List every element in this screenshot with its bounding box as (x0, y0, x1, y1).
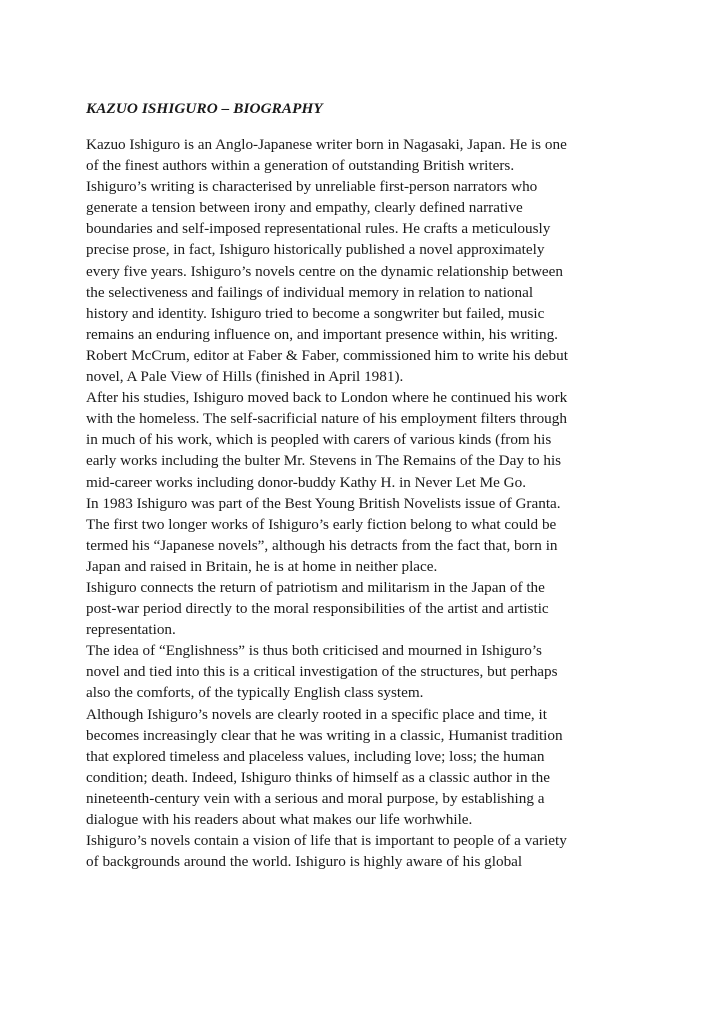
text-line: history and identity. Ishiguro tried to become a songwriter but failed, music (86, 304, 545, 322)
text-line: condition; death. Indeed, Ishiguro thinks of himself as a classic author in the (86, 768, 550, 786)
text-line: that explored timeless and placeless values, including love; loss; the human (86, 747, 545, 765)
text-line: every five years. Ishiguro’s novels centre on the dynamic relationship between (86, 262, 563, 280)
text-line: In 1983 Ishiguro was part of the Best Young British Novelists issue of Granta. (86, 494, 561, 512)
text-line: novel, A Pale View of Hills (finished in April 1981). (86, 368, 404, 386)
document-body (86, 98, 646, 872)
text-line: of the finest authors within a generation of outstanding British writers. (86, 157, 515, 175)
text-line: representation. (86, 621, 176, 639)
text-line: Although Ishiguro’s novels are clearly rooted in a specific place and time, it (86, 705, 547, 723)
text-line: The first two longer works of Ishiguro’s early fiction belong to what could be (86, 515, 557, 533)
text-line: the selectiveness and failings of individual memory in relation to national (86, 283, 534, 301)
text-line: generate a tension between irony and empathy, clearly defined narrative (86, 199, 523, 217)
text-line: Kazuo Ishiguro is an Anglo-Japanese writer born in Nagasaki, Japan. He is one (86, 136, 567, 153)
text-line: After his studies, Ishiguro moved back to London where he continued his work (86, 389, 568, 407)
text-line: becomes increasingly clear that he was writing in a classic, Humanist tradition (86, 726, 563, 744)
text-line: The idea of “Englishness” is thus both criticised and mourned in Ishiguro’s (86, 642, 542, 660)
text-line: in much of his work, which is peopled with carers of various kinds (from his (86, 431, 552, 449)
text-line: novel and tied into this is a critical investigation of the structures, but perhaps (86, 663, 558, 681)
text-line: post-war period directly to the moral responsibilities of the artist and artistic (86, 600, 549, 618)
text-line: early works including the bulter Mr. Stevens in The Remains of the Day to his (86, 452, 562, 470)
text-line: Ishiguro’s writing is characterised by unreliable first-person narrators who (86, 178, 538, 196)
text-line: nineteenth-century vein with a serious and moral purpose, by establishing a (86, 789, 545, 807)
text-line: mid-career works including donor-buddy Kathy H. in Never Let Me Go. (86, 473, 527, 491)
text-line: remains an enduring influence on, and important presence within, his writing. (86, 325, 558, 343)
text-line: also the comforts, of the typically English class system. (86, 684, 424, 702)
text-line: Ishiguro’s novels contain a vision of life that is important to people of a variety (86, 832, 567, 850)
document-title: KAZUO ISHIGURO – BIOGRAPHY (86, 100, 323, 117)
text-line: dialogue with his readers about what makes our life worhwhile. (86, 811, 473, 828)
text-line: of backgrounds around the world. Ishiguro is highly aware of his global (86, 853, 523, 871)
text-line: with the homeless. The self-sacrificial nature of his employment filters through (86, 410, 567, 428)
biography-text (86, 134, 646, 872)
text-line: boundaries and self-imposed representational rules. He crafts a meticulously (86, 220, 551, 238)
text-line: termed his “Japanese novels”, although his detracts from the fact that, born in (86, 536, 558, 554)
text-line: precise prose, in fact, Ishiguro historically published a novel approximately (86, 241, 545, 259)
text-line: Japan and raised in Britain, he is at home in neither place. (86, 557, 438, 575)
text-line: Ishiguro connects the return of patriotism and militarism in the Japan of the (86, 578, 545, 596)
text-line: Robert McCrum, editor at Faber & Faber, commissioned him to write his debut (86, 346, 568, 364)
